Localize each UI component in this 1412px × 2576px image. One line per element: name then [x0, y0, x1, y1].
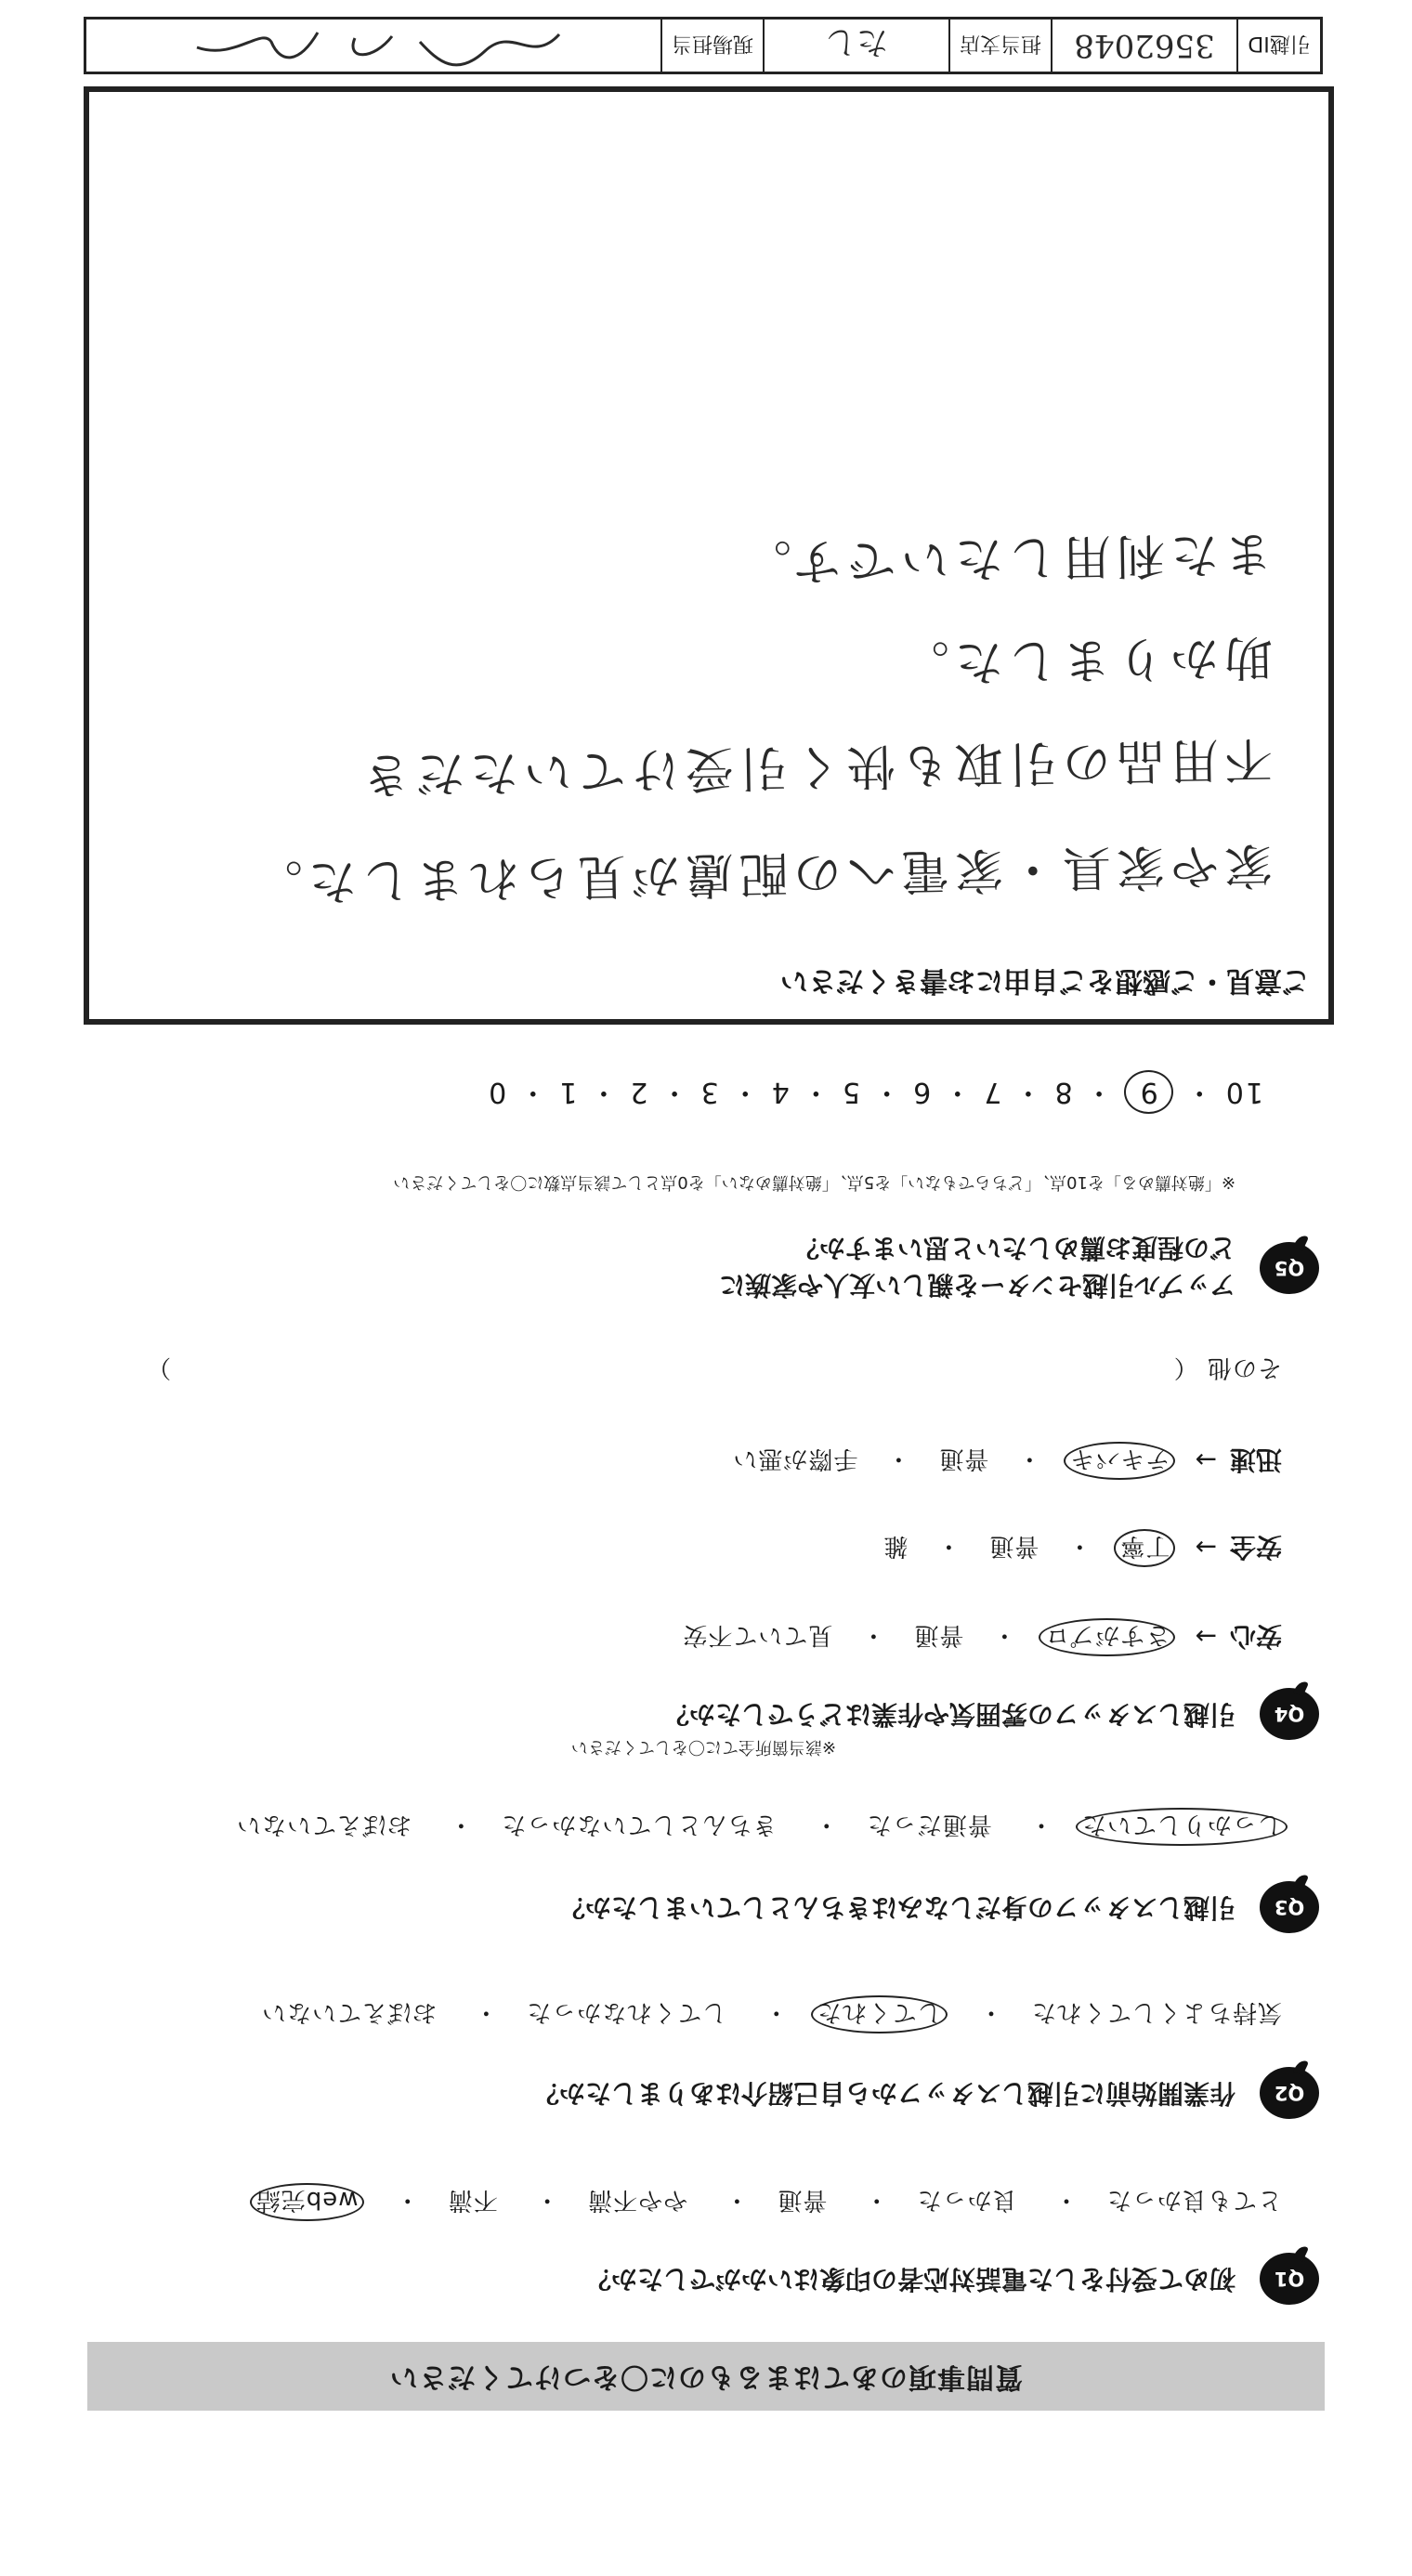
scale-point[interactable]: 5: [840, 1076, 861, 1108]
q2-question: 作業開始前に引越しスタッフから自己紹介はありましたか？: [532, 2078, 1236, 2109]
q5-question-line2: どの程度お薦めしたいと思いますか？: [792, 1233, 1236, 1263]
scale-point[interactable]: 1: [557, 1076, 578, 1108]
scale-point[interactable]: 6: [911, 1076, 932, 1108]
q4-note: ※該当箇所全てに〇をしてください: [570, 1737, 836, 1757]
leader-label: 現場担当: [660, 20, 763, 72]
q4-row-label: 安心: [1229, 1621, 1282, 1652]
q1-option[interactable]: やや不満: [587, 2186, 688, 2214]
q1-option[interactable]: 普通: [777, 2186, 828, 2214]
q2-badge: Q2: [1260, 2067, 1319, 2119]
instructions-banner: 質問事項のあてはまるものに〇をつけてください: [87, 2342, 1325, 2411]
scale-point[interactable]: 2: [628, 1076, 648, 1108]
q4-row-label: 迅速: [1229, 1445, 1282, 1475]
q3-question: 引越しスタッフの身だしなみはきちんとしていましたか？: [558, 1892, 1236, 1923]
q4-option-selected[interactable]: テキパキ: [1064, 1442, 1175, 1480]
q2-option[interactable]: おぼえていない: [261, 1998, 438, 2026]
q4-other: [74, 1353, 1282, 1387]
q4-other-label: その他: [1206, 1353, 1282, 1381]
q3-options: しっかりしていた・ 普通だった・ きちんとしていなかった・ おぼえていない: [236, 1810, 1282, 1844]
id-row: [84, 17, 1323, 74]
handwritten-comment-line: 助かりました。: [895, 628, 1274, 691]
branch-label: 担当支店: [948, 20, 1051, 72]
q4-option[interactable]: 雑: [882, 1532, 909, 1560]
q4-option-selected[interactable]: 丁寧: [1114, 1529, 1175, 1567]
scale-point[interactable]: 8: [1052, 1076, 1073, 1108]
q4-other-open: （: [1172, 1353, 1198, 1381]
scale-point[interactable]: 10: [1223, 1076, 1263, 1108]
q3-option-selected[interactable]: しっかりしていた: [1076, 1808, 1288, 1846]
signature-scribble: [178, 21, 569, 70]
q1-option[interactable]: 良かった: [916, 2186, 1017, 2214]
q2-option[interactable]: 気持ちよくしてくれた: [1030, 1998, 1282, 2026]
scale-point-selected[interactable]: 9: [1124, 1070, 1173, 1114]
q3-badge: Q3: [1260, 1881, 1319, 1933]
q4-option[interactable]: 見ていて不安: [682, 1621, 833, 1649]
q4-option[interactable]: 普通: [913, 1621, 964, 1649]
leader-signature[interactable]: [86, 20, 660, 72]
handwritten-comment-line: 家や家具・家電への配慮が見られました。: [248, 836, 1274, 910]
handwritten-comment-line: また利用したいです。: [737, 524, 1274, 591]
q1-options: とても良かった・ 良かった・ 普通・ やや不満・ 不満・ web完結: [255, 2185, 1282, 2219]
q3-option[interactable]: きちんとしていなかった: [501, 1811, 778, 1838]
q2-option-selected[interactable]: してくれた: [811, 1995, 948, 2033]
q4-row-jinsoku: 迅速→ テキパキ・普通・手際が悪い: [732, 1443, 1282, 1480]
id-value[interactable]: 3562048: [1051, 20, 1236, 72]
q4-badge: Q4: [1260, 1688, 1319, 1740]
id-label: 引越ID: [1236, 20, 1320, 72]
q1-question: 初めて受付をした電話対応者の印象はいかがでしたか？: [584, 2264, 1236, 2295]
q5-note: ※「絶対薦める」を10点、「どちらでもない」を5点、「絶対薦めない」を0点として該当点数に〇をしてください: [393, 1172, 1236, 1192]
q4-row-label: 安全: [1229, 1532, 1282, 1563]
handwritten-comment-line: 不用品の引取も快く引受けていただき: [356, 730, 1274, 803]
scale-point[interactable]: 7: [982, 1076, 1002, 1108]
scale-point[interactable]: 3: [699, 1076, 719, 1108]
q4-option[interactable]: 手際が悪い: [732, 1445, 858, 1472]
q4-option[interactable]: 普通: [988, 1532, 1039, 1560]
arrow-right-icon: →: [1195, 1532, 1217, 1563]
q1-option[interactable]: とても良かった: [1105, 2186, 1282, 2214]
arrow-right-icon: →: [1195, 1445, 1217, 1475]
q4-option-selected[interactable]: さすがプロ: [1039, 1618, 1175, 1656]
q4-question: 引越しスタッフの雰囲気や作業はどうでしたか？: [662, 1699, 1236, 1730]
q1-option-selected[interactable]: web完結: [250, 2183, 364, 2221]
q4-row-anzen: 安全→ 丁寧・普通・雑: [882, 1530, 1282, 1567]
q5-badge: Q5: [1260, 1242, 1319, 1294]
q2-options: 気持ちよくしてくれた・ してくれた・ してくれなかった・ おぼえていない: [261, 1997, 1282, 2032]
q1-badge: Q1: [1260, 2253, 1319, 2305]
q5-question-line1: アップル引越センターを親しい友人や家族に: [719, 1270, 1236, 1301]
q1-option[interactable]: 不満: [447, 2186, 498, 2214]
q3-option[interactable]: 普通だった: [866, 1811, 992, 1838]
scale-point[interactable]: 0: [487, 1076, 507, 1108]
q4-row-anshin: 安心→ さすがプロ・普通・見ていて不安: [682, 1619, 1282, 1656]
comments-heading: ご意見・ご感想をご自由にお書きください: [780, 964, 1310, 997]
q5-scale: 10 ・ 9 ・ 8 ・ 7 ・ 6 ・ 5 ・ 4 ・ 3 ・ 2 ・ 1 ・ 0: [487, 1075, 1263, 1116]
q4-other-close: ）: [146, 1353, 172, 1381]
scale-point[interactable]: 4: [769, 1076, 790, 1108]
q3-option[interactable]: おぼえていない: [236, 1811, 412, 1838]
q2-option[interactable]: してくれなかった: [526, 1998, 727, 2026]
q4-option[interactable]: 普通: [938, 1445, 989, 1472]
arrow-right-icon: →: [1195, 1621, 1217, 1652]
branch-value[interactable]: たし: [763, 20, 948, 72]
